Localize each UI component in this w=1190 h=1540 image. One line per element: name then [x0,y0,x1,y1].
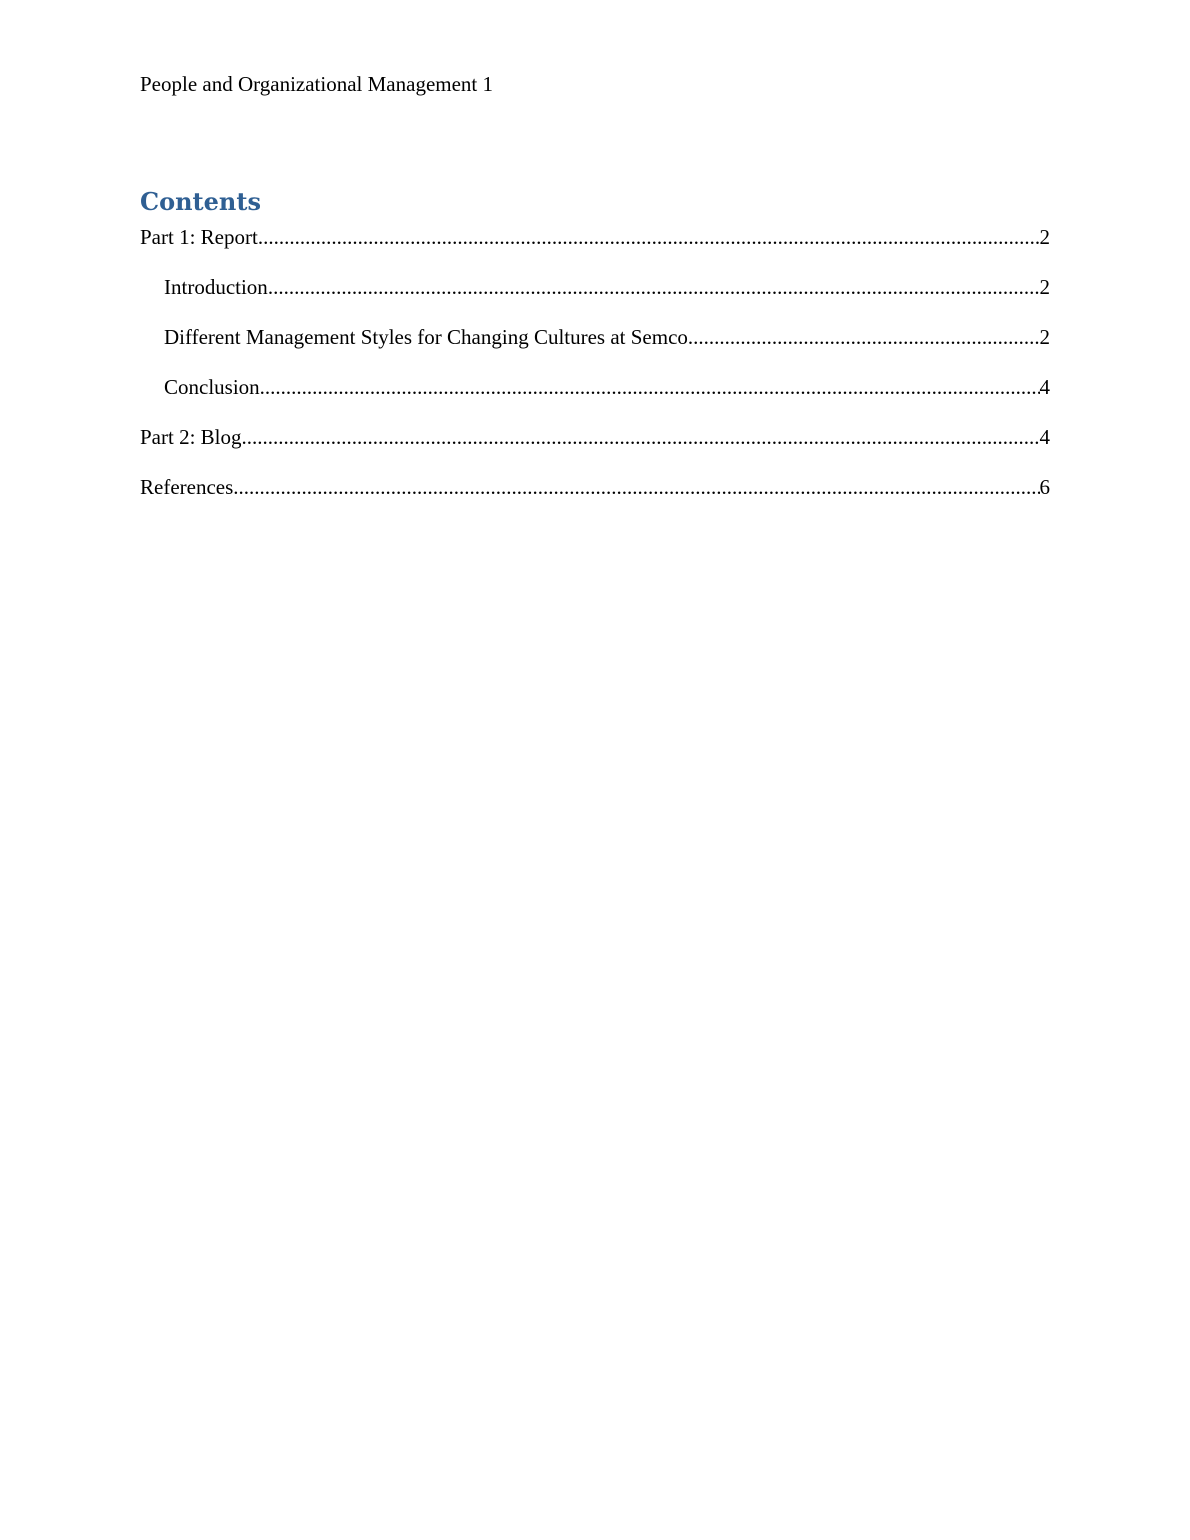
toc-entry-part-1-report[interactable] [140,224,1050,274]
toc-entry-page-number: 2 [1039,225,1050,249]
toc-entry-label: Part 2: Blog [140,425,242,449]
toc-leader-dots [258,224,1040,250]
toc-entry-page-number: 2 [1039,325,1050,349]
toc-leader-dots [260,374,1040,400]
toc-entry-label: Conclusion [164,375,260,399]
toc-leader-dots [242,424,1040,450]
toc-entry-page-number: 6 [1039,475,1050,499]
toc-entry-introduction[interactable] [140,274,1050,324]
toc-entry-label: Part 1: Report [140,225,258,249]
running-header: People and Organizational Management 1 [140,72,494,96]
toc-entry-page-number: 4 [1039,425,1050,449]
toc-entry-page-number: 4 [1039,375,1050,399]
toc-leader-dots [233,474,1039,500]
toc-entry-label: Introduction [164,275,268,299]
toc-entry-label: References [140,475,234,499]
toc-entry-references[interactable] [140,474,1050,524]
toc-leader-dots [268,274,1040,300]
toc-entry-conclusion[interactable] [140,374,1050,424]
table-of-contents [140,224,1050,524]
toc-entry-part-2-blog[interactable] [140,424,1050,474]
toc-heading: Contents [140,187,261,216]
toc-entry-label: Different Management Styles for Changing Cultures at Semco [164,325,688,349]
toc-entry-management-styles[interactable] [140,324,1050,374]
toc-entry-page-number: 2 [1039,275,1050,299]
toc-leader-dots [688,324,1040,350]
